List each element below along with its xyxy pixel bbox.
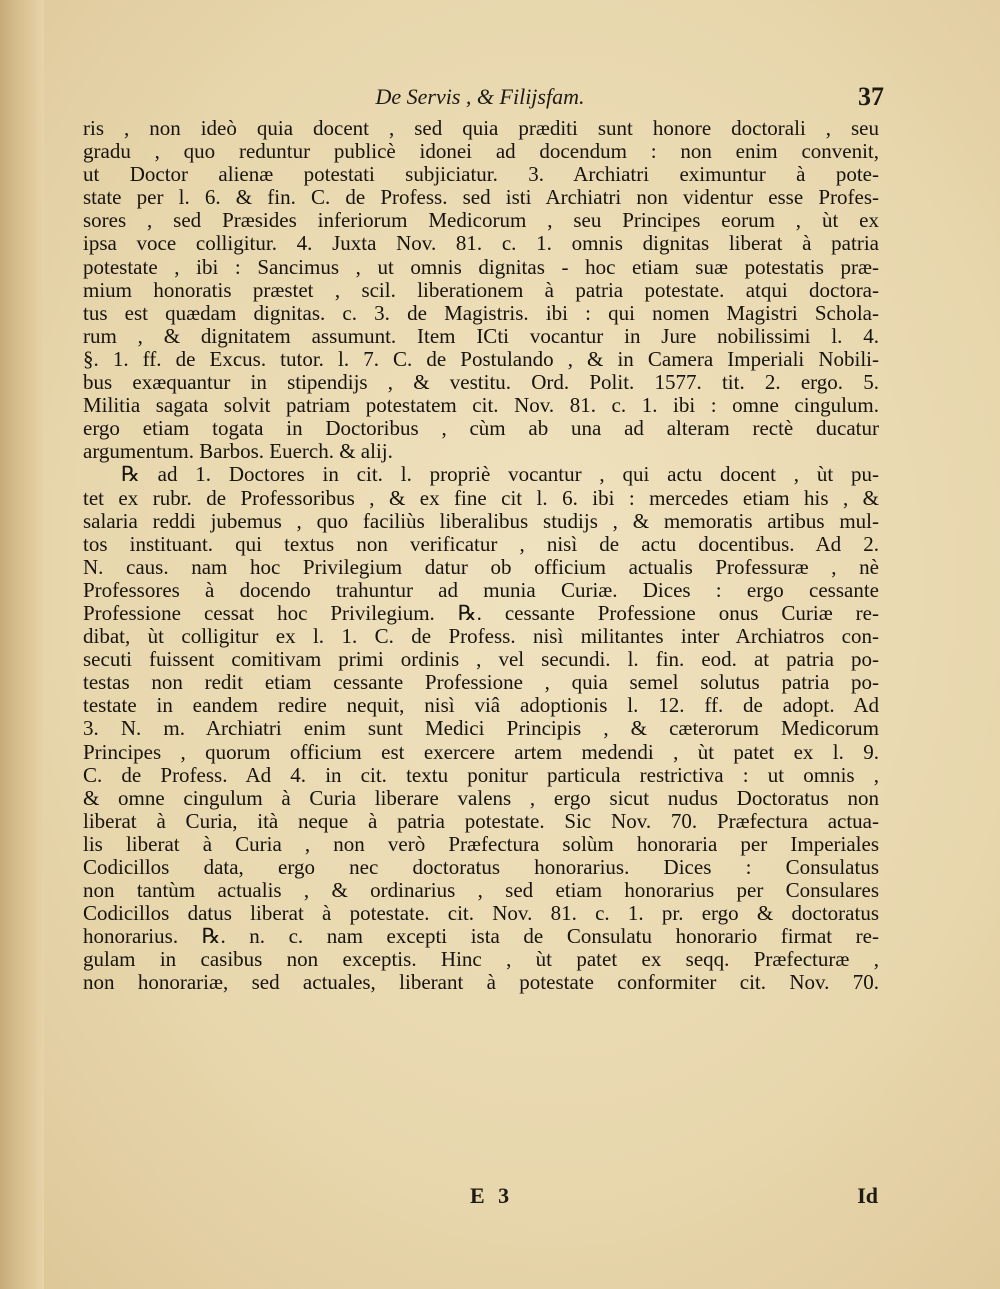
binding-gutter <box>0 0 44 1289</box>
text-line: Professione cessat hoc Privilegium. ℞. cessante Professione onus Curiæ re- <box>83 600 879 625</box>
text-line: testas non redit etiam cessante Professione , quia semel solutus patria po- <box>83 670 879 695</box>
text-line: non tantùm actualis , & ordinarius , sed etiam honorarius per Consulares <box>83 878 879 903</box>
text-line: C. de Profess. Ad 4. in cit. textu ponitur particula restrictiva : ut omnis , <box>83 762 879 787</box>
text-line: gradu , quo reduntur publicè idonei ad docendum : non enim convenit, <box>83 139 879 164</box>
page-header <box>80 82 884 116</box>
text-line: non honorariæ, sed actuales, liberant à potestate conformiter cit. Nov. 70. <box>83 970 879 995</box>
catchword: Id <box>857 1183 878 1208</box>
text-line: rum , & dignitatem assumunt. Item ICti vocantur in Jure nobilissimi l. 4. <box>83 323 879 348</box>
text-line: mium honoratis præstet , scil. liberationem à patria potestate. atqui doctora- <box>83 277 879 302</box>
text-line: testate in eandem redire nequit, nisì viâ adoptionis l. 12. ff. de adopt. Ad <box>83 693 879 718</box>
text-line: ergo etiam togata in Doctoribus , cùm ab una ad alteram rectè ducatur <box>83 416 879 441</box>
text-line: gulam in casibus non exceptis. Hinc , ùt patet ex seqq. Præfecturæ , <box>83 947 879 972</box>
running-head: De Servis , & Filijsfam. <box>375 84 585 109</box>
text-line: argumentum. Barbos. Euerch. & alij. <box>83 439 393 464</box>
text-line: tos instituant. qui textus non verificatur , nisì de actu docentibus. Ad 2. <box>83 531 879 556</box>
text-line: state per l. 6. & fin. C. de Profess. sed isti Archiatri non videntur esse Profes- <box>83 185 879 210</box>
text-line: N. caus. nam hoc Privilegium datur ob officium actualis Professuræ , nè <box>83 554 879 579</box>
text-line: bus exæquantur in stipendijs , & vestitu. Ord. Polit. 1577. tit. 2. ergo. 5. <box>83 370 879 395</box>
text-line: Militia sagata solvit patriam potestatem cit. Nov. 81. c. 1. ibi : omne cingulum. <box>83 393 879 418</box>
text-line: ris , non ideò quia docent , sed quia præditi sunt honore doctorali , seu <box>83 116 879 140</box>
text-line: Principes , quorum officium est exercere artem medendi , ùt patet ex l. 9. <box>83 739 879 764</box>
text-line: §. 1. ff. de Excus. tutor. l. 7. C. de Postulando , & in Camera Imperiali Nobili- <box>83 346 879 371</box>
text-line: secuti fuissent comitivam primi ordinis , vel secundi. l. fin. eod. at patria po- <box>83 647 879 672</box>
text-line: & omne cingulum à Curia liberare valens , ergo sicut nudus Doctoratus non <box>83 785 879 810</box>
text-line: dibat, ùt colligitur ex l. 1. C. de Profess. nisì militantes inter Archiatros con- <box>83 624 879 649</box>
text-line: 3. N. m. Archiatri enim sunt Medici Principis , & cæterorum Medicorum <box>83 716 879 741</box>
text-line: Codicillos datus liberat à potestate. cit. Nov. 81. c. 1. pr. ergo & doctoratus <box>83 901 879 926</box>
text-line: ut Doctor alienæ potestati subjiciatur. 3. Archiatri eximuntur à pote- <box>83 162 879 187</box>
text-line: lis liberat à Curia , non verò Præfectura solùm honoraria per Imperiales <box>83 831 879 856</box>
text-line: honorarius. ℞. n. c. nam excepti ista de Consulatu honorario firmat re- <box>83 924 879 949</box>
text-line: sores , sed Præsides inferiorum Medicorum , seu Principes eorum , ùt ex <box>83 208 879 233</box>
text-line: potestate , ibi : Sancimus , ut omnis dignitas - hoc etiam suæ potestatis præ- <box>83 254 879 279</box>
text-line: tus est quædam dignitas. c. 3. de Magistris. ibi : qui nomen Magistri Schola- <box>83 300 879 325</box>
page-footer <box>80 1183 880 1213</box>
text-line: Professores à docendo trahuntur ad munia Curiæ. Dices : ergo cessante <box>83 577 879 602</box>
text-line: ipsa voce colligitur. 4. Juxta Nov. 81. c. 1. omnis dignitas liberat à patria <box>83 231 879 256</box>
text-line: tet ex rubr. de Professoribus , & ex fine cit l. 6. ibi : mercedes etiam his , & <box>83 485 879 510</box>
body-text <box>83 117 879 995</box>
signature-mark: E 3 <box>470 1183 514 1208</box>
text-line: salaria reddi jubemus , quo faciliùs liberalibus studijs , & memoratis artibus mul- <box>83 508 879 533</box>
text-line: liberat à Curia, ità neque à patria potestate. Sic Nov. 70. Præfectura actua- <box>83 808 879 833</box>
text-line: Codicillos data, ergo nec doctoratus honorarius. Dices : Consulatus <box>83 855 879 879</box>
text-line: ℞ ad 1. Doctores in cit. l. propriè vocantur , qui actu docent , ùt pu- <box>121 462 879 487</box>
page-number: 37 <box>858 82 884 111</box>
